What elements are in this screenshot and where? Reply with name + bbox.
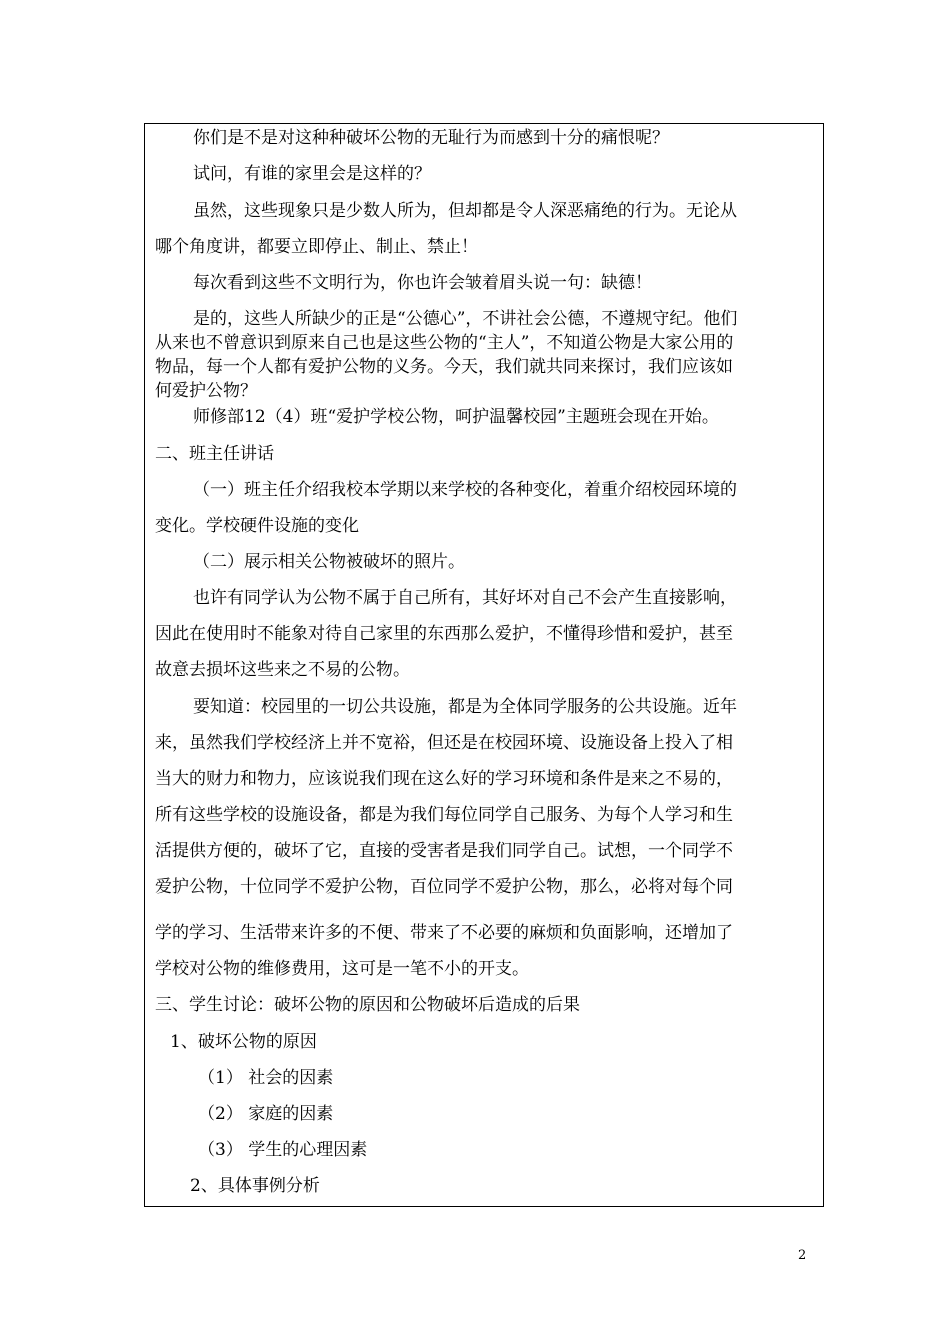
list-item: （2） 家庭的因素 [198, 1104, 334, 1124]
paragraph-line: 要知道：校园里的一切公共设施，都是为全体同学服务的公共设施。近年 [193, 697, 737, 717]
paragraph-line: 因此在使用时不能象对待自己家里的东西那么爱护，不懂得珍惜和爱护，甚至 [155, 624, 733, 644]
list-item: （3） 学生的心理因素 [198, 1140, 368, 1160]
paragraph-line: （二）展示相关公物被破坏的照片。 [193, 552, 465, 572]
paragraph-line: 物品，每一个人都有爱护公物的义务。今天，我们就共同来探讨，我们应该如 [155, 357, 733, 377]
paragraph-line: 故意去损坏这些来之不易的公物。 [155, 660, 410, 680]
paragraph-line: 也许有同学认为公物不属于自己所有，其好坏对自己不会产生直接影响， [193, 588, 737, 608]
paragraph-line: 虽然，这些现象只是少数人所为，但却都是令人深恶痛绝的行为。无论从 [193, 201, 737, 221]
paragraph-line: 是的，这些人所缺少的正是“公德心”，不讲社会公德，不遵规守纪。他们 [193, 309, 738, 329]
page-number: 2 [798, 1248, 807, 1263]
paragraph-line: 学校对公物的维修费用，这可是一笔不小的开支。 [155, 959, 529, 979]
paragraph-line: 学的学习、生活带来许多的不便、带来了不必要的麻烦和负面影响，还增加了 [155, 923, 733, 943]
list-heading: 2、具体事例分析 [190, 1176, 320, 1196]
paragraph-line: 哪个角度讲，都要立即停止、制止、禁止！ [155, 237, 478, 257]
paragraph-line: 师修部12（4）班“爱护学校公物，呵护温馨校园”主题班会现在开始。 [193, 407, 719, 427]
paragraph-line: 来，虽然我们学校经济上并不宽裕，但还是在校园环境、设施设备上投入了相 [155, 733, 733, 753]
paragraph-line: 活提供方便的，破坏了它，直接的受害者是我们同学自己。试想，一个同学不 [155, 841, 733, 861]
paragraph-line: 变化。学校硬件设施的变化 [155, 516, 359, 536]
paragraph-line: 所有这些学校的设施设备，都是为我们每位同学自己服务、为每个人学习和生 [155, 805, 733, 825]
paragraph-line: 从来也不曾意识到原来自己也是这些公物的“主人”，不知道公物是大家公用的 [155, 333, 734, 353]
paragraph-line: （一）班主任介绍我校本学期以来学校的各种变化，着重介绍校园环境的 [193, 480, 737, 500]
paragraph-line: 何爱护公物？ [155, 381, 257, 401]
section-heading: 二、班主任讲话 [155, 444, 274, 464]
paragraph-line: 爱护公物，十位同学不爱护公物，百位同学不爱护公物，那么，必将对每个同 [155, 877, 733, 897]
list-heading: 1、破坏公物的原因 [170, 1032, 317, 1052]
paragraph-line: 你们是不是对这种种破坏公物的无耻行为而感到十分的痛恨呢？ [193, 128, 669, 148]
paragraph-line: 每次看到这些不文明行为，你也许会皱着眉头说一句：缺德！ [193, 273, 652, 293]
section-heading: 三、学生讨论：破坏公物的原因和公物破坏后造成的后果 [155, 995, 580, 1015]
list-item: （1） 社会的因素 [198, 1068, 334, 1088]
paragraph-line: 当大的财力和物力，应该说我们现在这么好的学习环境和条件是来之不易的， [155, 769, 733, 789]
paragraph-line: 试问，有谁的家里会是这样的？ [193, 164, 431, 184]
